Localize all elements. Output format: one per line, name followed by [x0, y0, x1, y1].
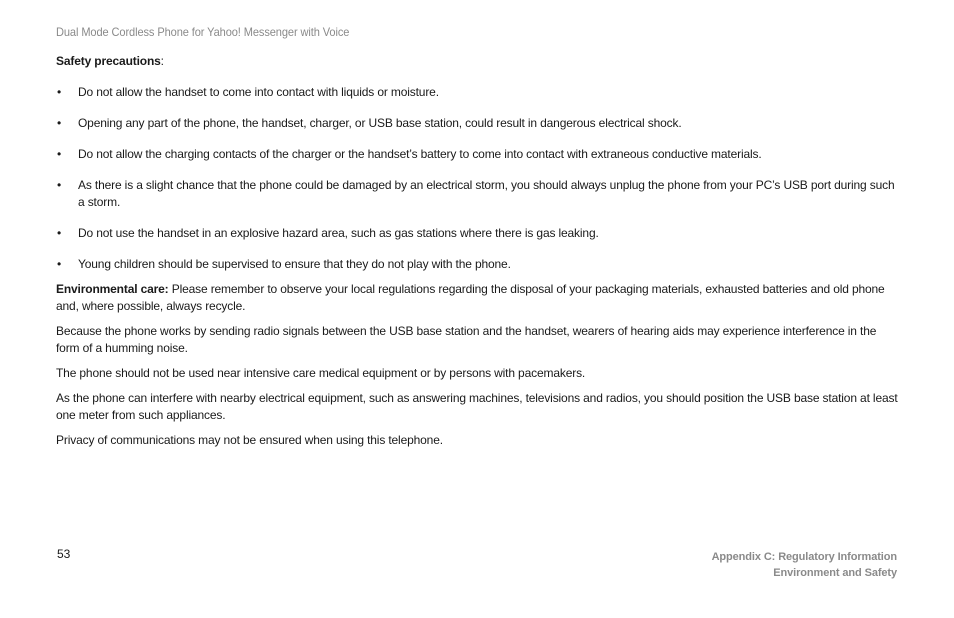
- hearing-aids-paragraph: Because the phone works by sending radio signals between the USB base station and the handset, wearers of hearing aids may experience interference in the form of a humming noise.: [56, 324, 877, 355]
- list-item: [56, 256, 898, 273]
- safety-list: [56, 84, 898, 273]
- list-item-text: As there is a slight chance that the phone could be damaged by an electrical storm, you should always unplug the phone from your PC’s USB port during such a storm.: [78, 178, 895, 209]
- list-item: [56, 115, 898, 132]
- bullet-icon: •: [57, 85, 62, 99]
- list-item: [56, 146, 898, 163]
- bullet-icon: •: [57, 116, 62, 130]
- list-item-text: Opening any part of the phone, the handset, charger, or USB base station, could result in dangerous electrical shock.: [78, 116, 682, 130]
- safety-heading: [56, 53, 898, 70]
- safety-heading-colon: :: [160, 54, 164, 68]
- running-header: Dual Mode Cordless Phone for Yahoo! Messenger with Voice: [56, 25, 350, 39]
- list-item: [56, 225, 898, 242]
- environmental-care-label: Environmental care:: [56, 282, 169, 296]
- footer-section: Environment and Safety: [773, 567, 897, 579]
- page-number: 53: [57, 547, 71, 561]
- page-content: [56, 53, 898, 457]
- bullet-icon: •: [57, 226, 62, 240]
- list-item: [56, 84, 898, 101]
- bullet-icon: •: [57, 178, 62, 192]
- list-item: [56, 177, 898, 211]
- list-item-text: Do not allow the handset to come into contact with liquids or moisture.: [78, 85, 439, 99]
- interference-paragraph: As the phone can interfere with nearby electrical equipment, such as answering machines, televisions and radios, you should position the USB base station at least one meter from such appliances.: [56, 391, 898, 422]
- environmental-care-paragraph: [56, 281, 898, 315]
- bullet-icon: •: [57, 257, 62, 271]
- bullet-icon: •: [57, 147, 62, 161]
- footer-chapter: Appendix C: Regulatory Information: [711, 551, 897, 563]
- list-item-text: Do not use the handset in an explosive hazard area, such as gas stations where there is gas leaking.: [78, 226, 599, 240]
- privacy-paragraph: Privacy of communications may not be ensured when using this telephone.: [56, 433, 443, 447]
- environmental-care-text: Please remember to observe your local regulations regarding the disposal of your packaging materials, exhausted batteries and old phone and, where possible, always recycle.: [56, 282, 885, 313]
- safety-heading-label: Safety precautions: [56, 54, 161, 68]
- footer-section-info: [712, 549, 897, 581]
- list-item-text: Do not allow the charging contacts of the charger or the handset’s battery to come into contact with extraneous conductive materials.: [78, 147, 762, 161]
- medical-equipment-paragraph: The phone should not be used near intensive care medical equipment or by persons with pacemakers.: [56, 366, 586, 380]
- list-item-text: Young children should be supervised to ensure that they do not play with the phone.: [78, 257, 511, 271]
